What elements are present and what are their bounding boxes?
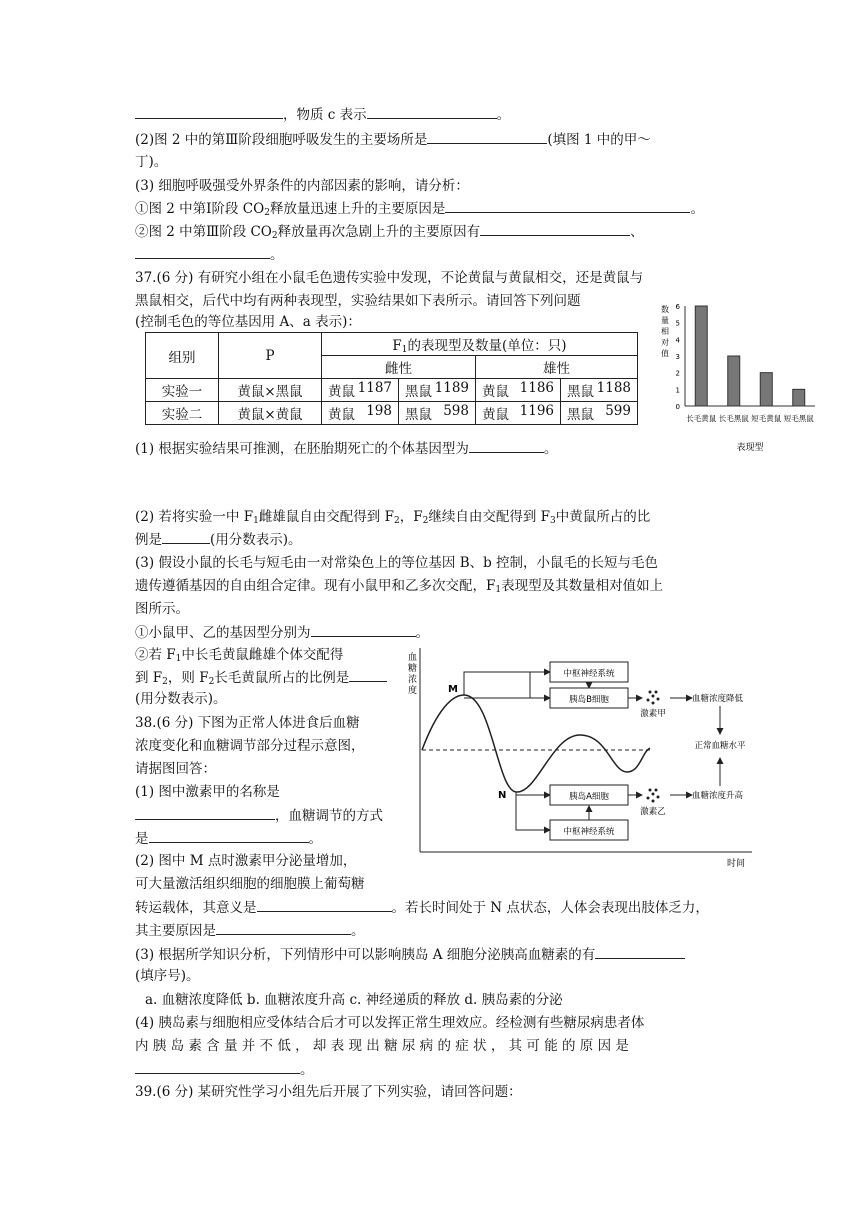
q38-2-line2: 可大量激活组织细胞的细胞膜上葡萄糖 [135, 876, 365, 892]
bar [793, 389, 805, 406]
q37-stem-2: 黑鼠相交，后代中均有两种表现型，实验结果如下表所示。请回答下列问题 [135, 293, 581, 309]
q38-3-options: a. 血糖浓度降低 b. 血糖浓度升高 c. 神经递质的释放 d. 胰岛素的分泌 [145, 992, 563, 1008]
chart-xlabel: 表现型 [736, 443, 764, 453]
x-tick-label: 长毛黑鼠 [718, 414, 749, 423]
q37-2-line-cont: 例是 (用分数表示)。 [135, 529, 302, 550]
q39-stem: 39.(6 分) 某研究性学习小组先后开展了下列实验，请回答问题： [135, 1084, 522, 1100]
x-tick-label: 长毛黄鼠 [686, 414, 717, 423]
answer-blank[interactable] [257, 897, 392, 912]
q36-2-line-cont: 丁)。 [135, 154, 168, 170]
mouse-cross-table [145, 332, 638, 425]
y-label-char: 量 [661, 316, 669, 325]
y-label-char: 对 [661, 338, 669, 347]
q38-3-line: (3) 根据所学知识分析，下列情形中可以影响胰岛 A 细胞分泌胰高血糖素的有 [135, 944, 685, 965]
q38-stem-2: 浓度变化和血糖调节部分过程示意图， [135, 738, 365, 754]
q36-3-2-line: ②图 2 中第Ⅲ阶段 $CO_2$释放量再次急剧上升的主要原因有 、 [135, 221, 644, 246]
answer-blank[interactable] [367, 104, 497, 119]
answer-blank[interactable] [135, 104, 283, 119]
y-tick-label: 3 [675, 353, 680, 361]
table-row: 实验一 黄鼠×黑鼠 黄鼠 1187 黑鼠 1189 黄鼠 1186 黑鼠 1188 [146, 379, 638, 402]
q38-stem-3: 请据图回答： [135, 761, 216, 777]
q37-3-2-line3: (用分数表示)。 [135, 691, 227, 707]
effect-up-label: 血糖浓度升高 [692, 791, 744, 801]
y-tick-label: 1 [675, 386, 680, 395]
th-f1: $F_1$的表现型及数量(单位：只) [322, 333, 638, 356]
y-tick-label: 2 [675, 369, 680, 378]
q38-1-line: (1) 图中激素甲的名称是 [135, 784, 280, 800]
q37-3-1-line: ①小鼠甲、乙的基因型分别为 。 [135, 622, 429, 643]
q38-4-line3: 。 [135, 1059, 314, 1080]
q38-2-line4: 其主要原因是 。 [135, 920, 365, 941]
hormone-a-label: 激素甲 [640, 709, 666, 719]
answer-blank[interactable] [162, 529, 210, 544]
q37-3-2-line2: 到 $F_2$，则 $F_2$长毛黄鼠所占的比例是 [135, 667, 387, 692]
table-row: 实验二 黄鼠×黄鼠 黄鼠 198 黑鼠 598 黄鼠 1196 黑鼠 599 [146, 402, 638, 425]
bar [695, 306, 707, 406]
answer-blank[interactable] [469, 438, 544, 453]
answer-blank[interactable] [311, 622, 416, 637]
y-label-char: 数 [661, 305, 669, 314]
th-female: 雌性 [322, 356, 476, 379]
answer-blank[interactable] [427, 129, 547, 144]
q37-3-line2: 遗传遵循基因的自由组合定律。现有小鼠甲和乙多次交配，$F_1$表现型及其数量相对值如上 [135, 578, 664, 595]
answer-blank[interactable] [445, 198, 690, 213]
bar [760, 373, 772, 406]
q37-1-line: (1) 根据实验结果可推测，在胚胎期死亡的个体基因型为 。 [135, 438, 557, 459]
normal-label: 正常血糖水平 [694, 741, 746, 751]
q36-3-2-line-cont: 。 [135, 244, 284, 265]
svg-text:胰岛B细胞: 胰岛B细胞 [569, 695, 609, 705]
th-group: 组别 [146, 333, 219, 379]
blood-glucose-diagram [402, 640, 762, 875]
effect-down-label: 血糖浓度降低 [692, 694, 744, 704]
q38-4-line2: 内 胰 岛 素 含 量 并 不 低 ， 却 表 现 出 糖 尿 病 的 症 状 ， 其 可 能 的 原 因 是 [135, 1038, 629, 1054]
chart-ylabel [661, 304, 669, 358]
q37-3-line: (3) 假设小鼠的长毛与短毛由一对常染色上的等位基因 B、b 控制，小鼠毛的长短与毛色 [135, 555, 659, 571]
q37-stem-1: 37.(6 分) 有研究小组在小鼠毛色遗传实验中发现，不论黄鼠与黄鼠相交，还是黄鼠与 [135, 270, 644, 286]
glucose-curve [422, 695, 650, 792]
svg-text:胰岛A细胞: 胰岛A细胞 [569, 792, 609, 802]
svg-text:中枢神经系统: 中枢神经系统 [563, 827, 615, 837]
answer-blank[interactable] [135, 244, 270, 259]
q36-3-1-line: ①图 2 中第Ⅰ阶段 $CO_2$释放量迅速上升的主要原因是 。 [135, 198, 704, 223]
q38-2-line3: 转运载体，其意义是 。若长时间处于 N 点状态，人体会表现出肢体乏力， [135, 897, 709, 918]
th-male: 雄性 [476, 356, 638, 379]
hormone-b-dots [647, 789, 660, 803]
hormone-a-dots [647, 691, 660, 705]
point-m: M [448, 684, 458, 695]
x-tick-label: 短毛黑鼠 [783, 414, 814, 423]
diagram-xlabel: 时间 [727, 859, 746, 869]
diagram-ylabel: 血糖浓度 [408, 653, 418, 696]
q38-stem-1: 38.(6 分) 下图为正常人体进食后血糖 [135, 715, 360, 731]
y-label-char: 相 [661, 327, 669, 336]
y-label-char: 值 [661, 349, 669, 358]
q38-2-line: (2) 图中 M 点时激素甲分泌量增加， [135, 853, 357, 869]
y-tick-label: 0 [675, 403, 680, 411]
q38-1-line2: ，血糖调节的方式 [135, 805, 383, 826]
bar [728, 356, 740, 406]
point-n: N [498, 790, 507, 801]
th-p: P [219, 333, 322, 379]
q38-1-line3: 是 。 [135, 828, 322, 849]
phenotype-bar-chart [655, 292, 825, 462]
answer-blank[interactable] [480, 221, 630, 236]
answer-blank[interactable] [135, 1059, 300, 1074]
q38-4-line: (4) 胰岛素与细胞相应受体结合后才可以发挥正常生理效应。经检测有些糖尿病患者体 [135, 1015, 645, 1031]
hormone-b-label: 激素乙 [640, 807, 666, 817]
q38-3-line2: (填序号)。 [135, 968, 200, 984]
x-tick-label: 短毛黄鼠 [751, 414, 782, 423]
svg-text:中枢神经系统: 中枢神经系统 [563, 669, 615, 679]
y-tick-label: 5 [675, 319, 680, 328]
answer-blank[interactable] [135, 805, 275, 820]
q36-line1: ，物质 c 表示 。 [135, 104, 510, 125]
answer-blank[interactable] [349, 667, 387, 682]
y-tick-label: 4 [675, 336, 680, 345]
y-tick-label: 6 [675, 303, 680, 311]
q36-2-line: (2)图 2 中的第Ⅲ阶段细胞呼吸发生的主要场所是 (填图 1 中的甲～ [135, 129, 651, 150]
q37-3-2-line: ②若 $F_1$中长毛黄鼠雌雄个体交配得 [135, 647, 344, 664]
q37-stem-3: (控制毛色的等位基因用 A、a 表示)： [135, 314, 361, 330]
answer-blank[interactable] [149, 828, 309, 843]
answer-blank[interactable] [216, 920, 351, 935]
q37-3-line3: 图所示。 [135, 601, 189, 617]
answer-blank[interactable] [595, 944, 685, 959]
q36-3-line: (3) 细胞呼吸强受外界条件的内部因素的影响，请分析： [135, 178, 469, 194]
q37-2-line: (2) 若将实验一中 $F_1$雌雄鼠自由交配得到 $F_2$，$F_2$继续自由交配得到 $F_3$中黄鼠所占的比 [135, 509, 651, 526]
